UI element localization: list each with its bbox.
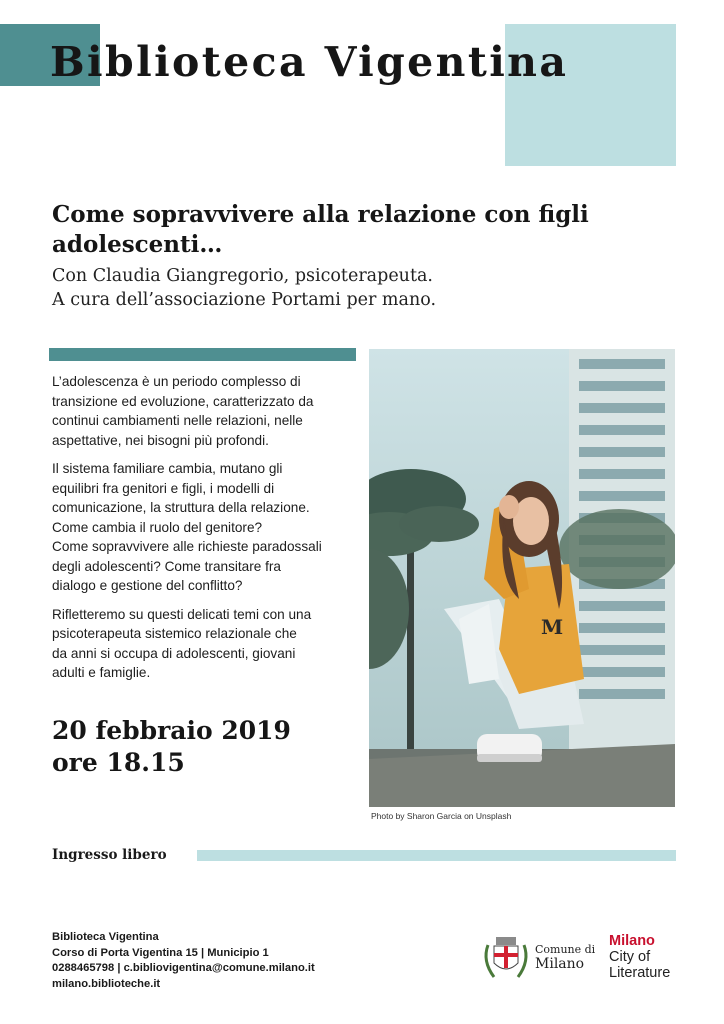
- library-address: Corso di Porta Vigentina 15 | Municipio 1: [52, 946, 269, 959]
- section-divider-bar: [49, 348, 356, 361]
- description-paragraph-1: L’adolescenza è un periodo complesso di transizione ed evoluzione, caratterizzato da continui cambiamenti nelle relazioni, nelle aspettative, nei bisogni più profondi.: [52, 374, 314, 448]
- event-description: [52, 372, 362, 692]
- event-datetime: [52, 715, 291, 779]
- sweater-letter: M: [541, 615, 564, 639]
- entry-divider-bar: [197, 850, 676, 861]
- city-line-3: Literature: [609, 965, 671, 981]
- library-name: Biblioteca Vigentina: [52, 931, 159, 943]
- city-line-2: City of: [609, 949, 651, 965]
- photo-credit: Photo by Sharon Garcia on Unsplash: [371, 811, 512, 821]
- library-contact-info: [52, 930, 315, 992]
- entry-label: Ingresso libero: [52, 847, 167, 863]
- city-of-literature-logo: [609, 933, 670, 981]
- event-time: ore 18.15: [52, 748, 185, 777]
- description-paragraph-2: Il sistema familiare cambia, mutano gli equilibri fra genitori e figli, i modelli di comunicazione, la struttura della relazione. Come cambia il ruolo del genitore? Come sopravvivere alle richieste paradossali degli adolescenti? Come transitare fra dialogo e gestione del conflitto?: [52, 461, 322, 593]
- comune-milano-crest-icon: [480, 931, 532, 983]
- library-contact: 0288465798 | c.bibliovigentina@comune.milano.it: [52, 962, 315, 974]
- event-date: 20 febbraio 2019: [52, 716, 291, 745]
- photo-illustration: [369, 349, 675, 807]
- comune-milano-logo: [535, 942, 595, 972]
- comune-line-2: Milano: [535, 956, 585, 972]
- comune-line-1: Comune di: [535, 943, 596, 956]
- description-paragraph-3: Rifletteremo su questi delicati temi con una psicoterapeuta sistemico relazionale che da anni si occupa di adolescenti, giovani adulti e famiglie.: [52, 606, 312, 680]
- library-website: milano.biblioteche.it: [52, 977, 161, 990]
- page-title: Biblioteca Vigentina: [50, 38, 569, 86]
- city-line-1: Milano: [609, 933, 655, 949]
- event-organizer: A cura dell’associazione Portami per mano.: [52, 290, 437, 310]
- event-speaker: Con Claudia Giangregorio, psicoterapeuta.: [52, 266, 433, 286]
- event-title: Come sopravvivere alla relazione con figli adolescenti…: [52, 201, 589, 258]
- event-photo: [369, 349, 675, 807]
